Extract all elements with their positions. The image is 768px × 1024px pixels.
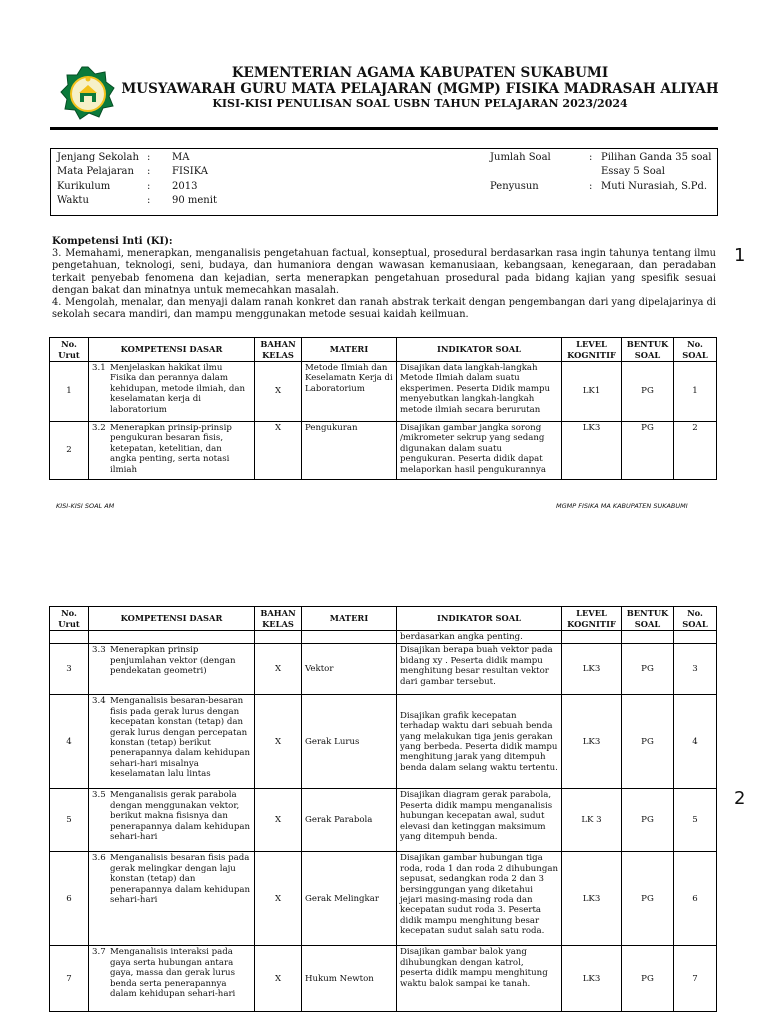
cell-no: 3 — [50, 644, 89, 695]
cell-indikator: Disajikan grafik kecepatan terhadap waktu dari sebuah benda yang melakukan tiga jenis gerakan yang berbeda. Peserta didik mampu menghitung jarak yang ditempuh benda dalam selang waktu tertentu. — [397, 695, 562, 789]
header-no: No. Urut — [50, 338, 89, 362]
cell-materi: Pengukuran — [302, 422, 397, 480]
table-row — [50, 695, 717, 789]
cell-nosoal: 3 — [674, 644, 717, 695]
header-bentuk: BENTUK SOAL — [622, 338, 674, 362]
table-row — [50, 852, 717, 946]
ki-item-number: 4. — [52, 297, 62, 308]
cell-materi: Gerak Melingkar — [302, 852, 397, 946]
table-row — [50, 946, 717, 1012]
kd-text: Menganalisis gerak parabola dengan menggunakan vektor, berikut makna fisisnya dan penerapannya dalam kehidupan sehari-hari — [110, 790, 250, 843]
info-label-mapel: Mata Pelajaran — [57, 166, 134, 177]
info-sep: : — [147, 152, 151, 163]
cell-nosoal: 4 — [674, 695, 717, 789]
cell-bentuk: PG — [622, 852, 674, 946]
cell-level: LK1 — [562, 362, 622, 422]
header-ministry: KEMENTERIAN AGAMA KABUPATEN SUKABUMI — [231, 65, 609, 81]
info-value-essay: Essay 5 Soal — [601, 166, 665, 177]
cell-no: 2 — [50, 422, 89, 480]
cell-no: 5 — [50, 789, 89, 852]
cell-bahan: X — [255, 644, 302, 695]
kd-number: 3.6 — [92, 853, 106, 864]
cell-indikator: Disajikan data langkah-langkah Metode Ilmiah dalam suatu eksperimen. Peserta Didik mampu menyebutkan langkah-langkah metode ilmiah secara berurutan — [397, 362, 562, 422]
page-number-2: 2 — [734, 788, 746, 809]
header-indikator: INDIKATOR SOAL — [397, 338, 562, 362]
cell-kd — [89, 852, 255, 946]
cell-kd — [89, 644, 255, 695]
cell-kd — [89, 695, 255, 789]
cell-materi: Hukum Newton — [302, 946, 397, 1012]
table-row — [50, 789, 717, 852]
info-sep: : — [589, 152, 593, 163]
info-sep: : — [147, 181, 151, 192]
cell-nosoal: 6 — [674, 852, 717, 946]
header-mgmp: MUSYAWARAH GURU MATA PELAJARAN (MGMP) FISIKA MADRASAH ALIYAH — [121, 81, 719, 97]
kd-number: 3.2 — [92, 423, 106, 433]
kd-number: 3.1 — [92, 363, 106, 373]
ki-item-3 — [52, 248, 716, 297]
header-indikator: INDIKATOR SOAL — [397, 607, 562, 631]
kd-number: 3.7 — [92, 947, 106, 958]
header-kd: KOMPETENSI DASAR — [89, 338, 255, 362]
cell-indikator: Disajikan gambar balok yang dihubungkan dengan katrol, peserta didik mampu menghitung waktu balok sampai ke tanah. — [397, 946, 562, 1012]
page-number-1: 1 — [734, 245, 746, 266]
cell-no: 6 — [50, 852, 89, 946]
header-nosoal: No. SOAL — [674, 338, 717, 362]
cell-indikator: Disajikan berapa buah vektor pada bidang xy . Peserta didik mampu menghitung besar resultan vektor dari gambar tersebut. — [397, 644, 562, 695]
info-label-waktu: Waktu — [57, 195, 89, 206]
kd-text: Menganalisis interaksi pada gaya serta hubungan antara gaya, massa dan gerak lurus benda serta penerapannya dalam kehidupan sehari-hari — [110, 947, 236, 1000]
cell-kd — [89, 422, 255, 480]
cell-indikator: Disajikan diagram gerak parabola, Peserta didik mampu menganalisis hubungan kecepatan awal, sudut elevasi dan ketinggan maksimum yang ditempuh benda. — [397, 789, 562, 852]
cell-indikator: Disajikan gambar hubungan tiga roda, roda 1 dan roda 2 dihubungan sepusat, sedangkan roda 2 dan 3 bersinggungan yang diketahui jejari masing-masing roda dan kecepatan sudut roda 3. Peserta didik mampu menghitung besar kecepatan sudut salah satu roda. — [397, 852, 562, 946]
cell-no: 1 — [50, 362, 89, 422]
kisi-table-page-2 — [49, 606, 717, 1012]
header-bahan: BAHAN KELAS — [255, 607, 302, 631]
info-value-jenjang: MA — [172, 152, 190, 163]
kd-text: Menganalisis besaran fisis pada gerak melingkar dengan laju konstan (tetap) dan penerapannya dalam kehidupan sehari-hari — [110, 853, 250, 906]
cell-materi: Gerak Lurus — [302, 695, 397, 789]
header-no: No. Urut — [50, 607, 89, 631]
cell-nosoal: 2 — [674, 422, 717, 480]
cell-nosoal: 1 — [674, 362, 717, 422]
header-level: LEVEL KOGNITIF — [562, 607, 622, 631]
cell-level: LK3 — [562, 695, 622, 789]
cell-bahan: X — [255, 852, 302, 946]
cell-bahan: X — [255, 422, 302, 480]
table-row — [50, 644, 717, 695]
info-sep: : — [589, 181, 593, 192]
ki-title: Kompetensi Inti (KI): — [52, 236, 173, 247]
kd-number: 3.3 — [92, 645, 106, 656]
header-materi: MATERI — [302, 338, 397, 362]
kd-number: 3.4 — [92, 696, 106, 707]
cell-indikator: berdasarkan angka penting. — [397, 631, 562, 644]
header-level: LEVEL KOGNITIF — [562, 338, 622, 362]
cell-materi: Gerak Parabola — [302, 789, 397, 852]
info-sep: : — [147, 195, 151, 206]
table-row — [50, 362, 717, 422]
table-header-row — [50, 338, 717, 362]
cell-no: 7 — [50, 946, 89, 1012]
cell-bentuk: PG — [622, 644, 674, 695]
kd-number: 3.5 — [92, 790, 106, 801]
kisi-table-page-1 — [49, 337, 717, 480]
info-value-mapel: FISIKA — [172, 166, 208, 177]
info-label-penyusun: Penyusun — [490, 181, 539, 192]
cell-level: LK 3 — [562, 789, 622, 852]
header-nosoal: No. SOAL — [674, 607, 717, 631]
kd-text: Menjelaskan hakikat ilmu Fisika dan perannya dalam kehidupan, metode ilmiah, dan keselamatan kerja di laboratorium — [110, 363, 246, 415]
cell-kd — [89, 946, 255, 1012]
table-row — [50, 422, 717, 480]
cell-nosoal: 5 — [674, 789, 717, 852]
info-value-pg: Pilihan Ganda 35 soal — [601, 152, 712, 163]
info-value-kurikulum: 2013 — [172, 181, 198, 192]
cell-bentuk: PG — [622, 362, 674, 422]
kd-text: Menerapkan prinsip penjumlahan vektor (dengan pendekatan geometri) — [110, 645, 236, 677]
kemenag-logo — [60, 66, 116, 122]
cell-level: LK3 — [562, 946, 622, 1012]
info-value-waktu: 90 menit — [172, 195, 217, 206]
cell-bentuk: PG — [622, 789, 674, 852]
header-bahan: BAHAN KELAS — [255, 338, 302, 362]
cell-bentuk: PG — [622, 695, 674, 789]
cell-materi: Metode Ilmiah dan Keselamatn Kerja di Laboratorium — [302, 362, 397, 422]
cell-bahan: X — [255, 695, 302, 789]
cell-level: LK3 — [562, 644, 622, 695]
ki-item-text: Memahami, menerapkan, menganalisis pengetahuan factual, konseptual, prosedural berdasarkan rasa ingin tahunya tentang ilmu pengetahuan, teknologi, seni, budaya, dan humaniora dengan wawasan kemanusiaan, kebangsaan, kenegaraan, dan peradaban terkait penyebab fenomena dan kejadian, serta menerapkan pengetahuan prosedural pada bidang kajian yang spesifik sesuai dengan bakat dan minatnya untuk memecahkan masalah. — [52, 248, 716, 296]
cell-kd — [89, 362, 255, 422]
cell-bentuk: PG — [622, 422, 674, 480]
info-label-jumlah: Jumlah Soal — [490, 152, 551, 163]
ki-item-4 — [52, 297, 716, 322]
ki-item-text: Mengolah, menalar, dan menyaji dalam ranah konkret dan ranah abstrak terkait dengan pengembangan dari yang dipelajarinya di sekolah secara mandiri, dan mampu menggunakan metode sesuai kaidah keilmuan. — [52, 297, 716, 321]
cell-indikator: Disajikan gambar jangka sorong /mikrometer sekrup yang sedang digunakan dalam suatu pengukuran. Peserta didik dapat melaporkan hasil pengukurannya — [397, 422, 562, 480]
info-label-jenjang: Jenjang Sekolah — [57, 152, 139, 163]
footer-right: MGMP FISIKA MA KABUPATEN SUKABUMI — [556, 502, 688, 510]
cell-bahan: X — [255, 946, 302, 1012]
table-row-continuation — [50, 631, 717, 644]
cell-kd — [89, 789, 255, 852]
header-bentuk: BENTUK SOAL — [622, 607, 674, 631]
cell-bahan: X — [255, 362, 302, 422]
info-sep: : — [147, 166, 151, 177]
header-rule — [50, 127, 718, 130]
cell-nosoal: 7 — [674, 946, 717, 1012]
header-document-title: KISI-KISI PENULISAN SOAL USBN TAHUN PELAJARAN 2023/2024 — [212, 97, 628, 110]
ki-item-number: 3. — [52, 248, 62, 259]
header-materi: MATERI — [302, 607, 397, 631]
cell-bahan: X — [255, 789, 302, 852]
info-label-kurikulum: Kurikulum — [57, 181, 111, 192]
header-kd: KOMPETENSI DASAR — [89, 607, 255, 631]
cell-level: LK3 — [562, 422, 622, 480]
cell-materi: Vektor — [302, 644, 397, 695]
cell-no: 4 — [50, 695, 89, 789]
footer-left: KISI-KISI SOAL AM — [56, 502, 115, 510]
kd-text: Menganalisis besaran-besaran fisis pada gerak lurus dengan kecepatan konstan (tetap) dan gerak lurus dengan percepatan konstan (tetap) berikut penerapannya dalam kehidupan sehari-hari misalnya keselamatan lalu lintas — [110, 696, 250, 780]
cell-level: LK3 — [562, 852, 622, 946]
cell-bentuk: PG — [622, 946, 674, 1012]
table-header-row — [50, 607, 717, 631]
info-value-penyusun: Muti Nurasiah, S.Pd. — [601, 181, 708, 192]
kd-text: Menerapkan prinsip-prinsip pengukuran besaran fisis, ketepatan, ketelitian, dan angka penting, serta notasi ilmiah — [110, 423, 232, 475]
